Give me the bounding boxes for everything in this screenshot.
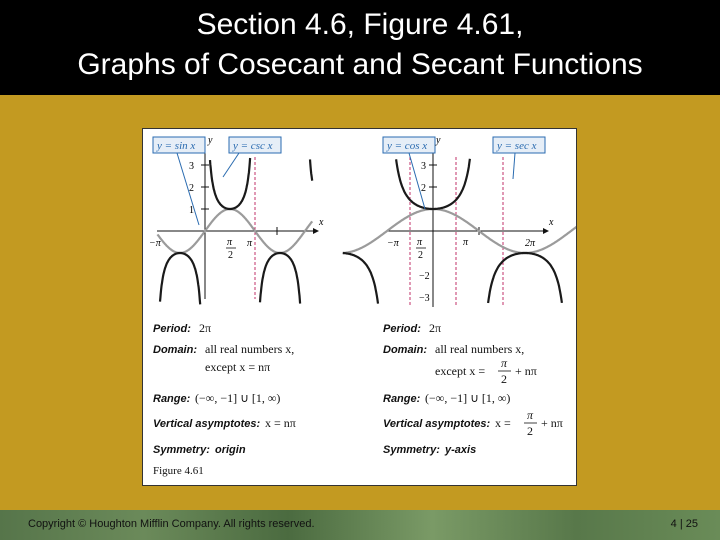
left-graph bbox=[149, 135, 324, 304]
right-graph bbox=[343, 135, 576, 307]
right-ytick-label-neg2: −2 bbox=[419, 271, 430, 282]
left-xtick-pi-over: π bbox=[227, 237, 233, 248]
left-label-a: y = sin x bbox=[157, 140, 196, 152]
left-asymptote-value: x = nπ bbox=[265, 416, 296, 430]
right-ytick-label-2: 2 bbox=[421, 183, 426, 194]
right-axis-y-label: y bbox=[436, 135, 441, 146]
right-properties bbox=[383, 321, 563, 456]
left-except-value: except x = nπ bbox=[205, 360, 271, 374]
right-range-value: (−∞, −1] ∪ [1, ∞) bbox=[425, 391, 511, 405]
page-number: 4 | 25 bbox=[670, 518, 698, 530]
right-range-label: Range: bbox=[383, 393, 421, 405]
right-asymptote-den: 2 bbox=[527, 424, 533, 438]
right-xtick-two-pi: 2π bbox=[525, 238, 536, 249]
left-ytick-label-2: 2 bbox=[189, 183, 194, 194]
right-except-tail: + nπ bbox=[515, 364, 537, 378]
figure-caption: Figure 4.61 bbox=[153, 465, 204, 477]
left-symmetry-value: origin bbox=[215, 444, 246, 456]
left-period-label: Period: bbox=[153, 323, 191, 335]
left-domain-label: Domain: bbox=[153, 344, 197, 356]
right-asymptote-label: Vertical asymptotes: bbox=[383, 418, 491, 430]
left-domain-value: all real numbers x, bbox=[205, 342, 295, 356]
copyright-notice: Copyright © Houghton Mifflin Company. All rights reserved. bbox=[28, 518, 315, 530]
right-ytick-label-neg3: −3 bbox=[419, 293, 430, 304]
right-label-a: y = cos x bbox=[387, 140, 428, 152]
left-properties bbox=[153, 321, 296, 477]
right-label-b: y = sec x bbox=[497, 140, 537, 152]
left-pointer-a bbox=[177, 153, 199, 225]
left-label-b: y = csc x bbox=[233, 140, 273, 152]
right-asymptote-tail: + nπ bbox=[541, 416, 563, 430]
figure-svg bbox=[143, 129, 576, 485]
right-domain-value: all real numbers x, bbox=[435, 342, 525, 356]
right-pointer-b bbox=[513, 153, 515, 179]
right-symmetry-label: Symmetry: bbox=[383, 444, 440, 456]
left-ytick-label-1: 1 bbox=[189, 205, 194, 216]
left-range-value: (−∞, −1] ∪ [1, ∞) bbox=[195, 391, 281, 405]
right-axis-x-label: x bbox=[549, 217, 554, 228]
left-asymptote-label: Vertical asymptotes: bbox=[153, 418, 261, 430]
right-domain-label: Domain: bbox=[383, 344, 427, 356]
slide-title-line2: Graphs of Cosecant and Secant Functions bbox=[77, 48, 643, 81]
left-period-value: 2π bbox=[199, 321, 212, 335]
left-xtick-pi: π bbox=[247, 238, 253, 249]
right-xtick-two: 2 bbox=[418, 250, 423, 261]
figure-panel bbox=[142, 128, 577, 486]
left-xtick-neg-pi: −π bbox=[149, 238, 161, 249]
left-symmetry-label: Symmetry: bbox=[153, 444, 210, 456]
right-symmetry-value: y-axis bbox=[445, 444, 477, 456]
left-x-arrow bbox=[313, 228, 319, 234]
right-period-label: Period: bbox=[383, 323, 421, 335]
right-period-value: 2π bbox=[429, 321, 442, 335]
left-xtick-two: 2 bbox=[228, 250, 233, 261]
right-except-den: 2 bbox=[501, 372, 507, 386]
right-except-num: π bbox=[501, 356, 508, 370]
right-ytick-label-3: 3 bbox=[421, 161, 426, 172]
right-x-arrow bbox=[543, 228, 549, 234]
left-pointer-b bbox=[223, 153, 239, 177]
right-xtick-neg-pi: −π bbox=[387, 238, 399, 249]
left-ytick-label-3: 3 bbox=[189, 161, 194, 172]
right-xtick-pi: π bbox=[463, 237, 469, 248]
right-asymptote-num: π bbox=[527, 408, 534, 422]
right-asymptote-value: x = bbox=[495, 416, 511, 430]
slide-title-line1: Section 4.6, Figure 4.61, bbox=[196, 8, 524, 41]
right-except-value: except x = bbox=[435, 364, 486, 378]
title-bar bbox=[0, 0, 720, 95]
left-range-label: Range: bbox=[153, 393, 191, 405]
left-axis-y-label: y bbox=[208, 135, 213, 146]
left-axis-x-label: x bbox=[319, 217, 324, 228]
right-xtick-pi-over: π bbox=[417, 237, 423, 248]
